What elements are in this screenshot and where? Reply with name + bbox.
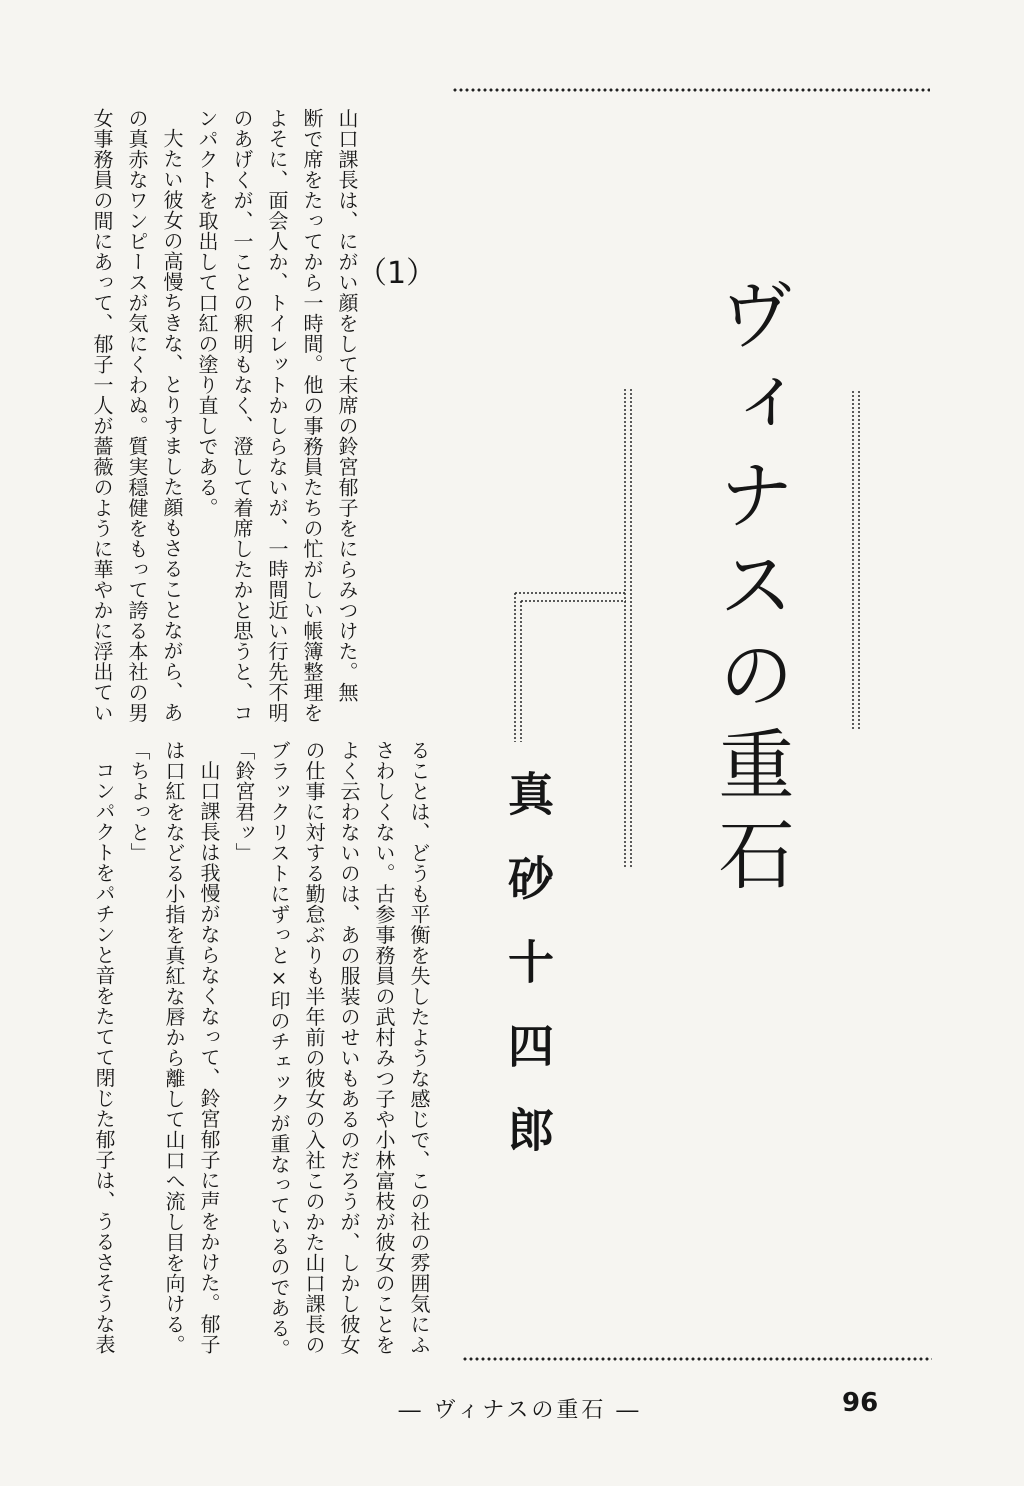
title-ornament-line bbox=[514, 592, 626, 594]
story-title: ヴィナスの重石 bbox=[706, 275, 795, 905]
title-ornament-line bbox=[624, 388, 626, 868]
title-ornament-line bbox=[630, 388, 632, 868]
body-text-column: 大たい彼女の高慢ちきな、とりすました顔もさることながら、あ bbox=[160, 128, 184, 723]
title-ornament-line bbox=[852, 390, 854, 730]
body-text-column: ることは、どうも平衡を失したような感じで、この社の雰囲気にふ bbox=[407, 740, 431, 1355]
body-text-column: は口紅をなどる小指を真紅な唇から離して山口へ流し目を向ける。 bbox=[162, 740, 186, 1355]
body-text-column: のあげくが、一ことの釈明もなく、澄して着席したかと思うと、コ bbox=[230, 108, 254, 723]
page-number: 96 bbox=[842, 1388, 879, 1418]
body-text-column: 山口課長は、にがい顔をして末席の鈴宮郁子をにらみつけた。無 bbox=[335, 108, 359, 703]
body-text-column: の真赤なワンピースが気にくわぬ。質実穏健をもって誇る本社の男 bbox=[125, 108, 149, 723]
title-ornament-line bbox=[520, 600, 522, 742]
body-text-column: ブラックリストにずっと×印のチェックが重なっているのである。 bbox=[267, 740, 291, 1359]
title-ornament-line bbox=[858, 390, 860, 730]
dialogue-line: 「鈴宮君ッ」 bbox=[232, 740, 256, 863]
body-text-column: コンパクトをパチンと音をたてて閉じた郁子は、うるさそうな表 bbox=[92, 760, 116, 1355]
dialogue-line: 「ちよっと」 bbox=[127, 740, 151, 863]
section-number: （1） bbox=[357, 256, 437, 291]
body-text-column: 女事務員の間にあって、郁子一人が薔薇のように華やかに浮出てい bbox=[90, 108, 114, 723]
body-text-column: ンパクトを取出して口紅の塗り直しである。 bbox=[195, 108, 219, 518]
body-text-column: よそに、面会人か、トイレットかしらないが、一時間近い行先不明 bbox=[265, 108, 289, 723]
body-text-column: 断で席をたってから一時間。他の事務員たちの忙がしい帳簿整理を bbox=[300, 108, 324, 723]
title-ornament-line bbox=[514, 592, 516, 742]
title-ornament-line bbox=[520, 600, 626, 602]
top-dotted-rule bbox=[452, 87, 930, 93]
bottom-dotted-rule bbox=[462, 1356, 932, 1362]
author-name: 真砂十四郎 bbox=[501, 770, 555, 1190]
body-text-column: よく云わないのは、あの服装のせいもあるのだろうが、しかし彼女 bbox=[337, 740, 361, 1355]
running-title: ― ヴィナスの重石 ― bbox=[398, 1398, 642, 1423]
body-text-column: の仕事に対する勤怠ぶりも半年前の彼女の入社このかた山口課長の bbox=[302, 740, 326, 1355]
body-text-column: さわしくない。古参事務員の武村みつ子や小林富枝が彼女のことを bbox=[372, 740, 396, 1355]
body-text-column: 山口課長は我慢がならなくなって、鈴宮郁子に声をかけた。郁子 bbox=[197, 760, 221, 1355]
